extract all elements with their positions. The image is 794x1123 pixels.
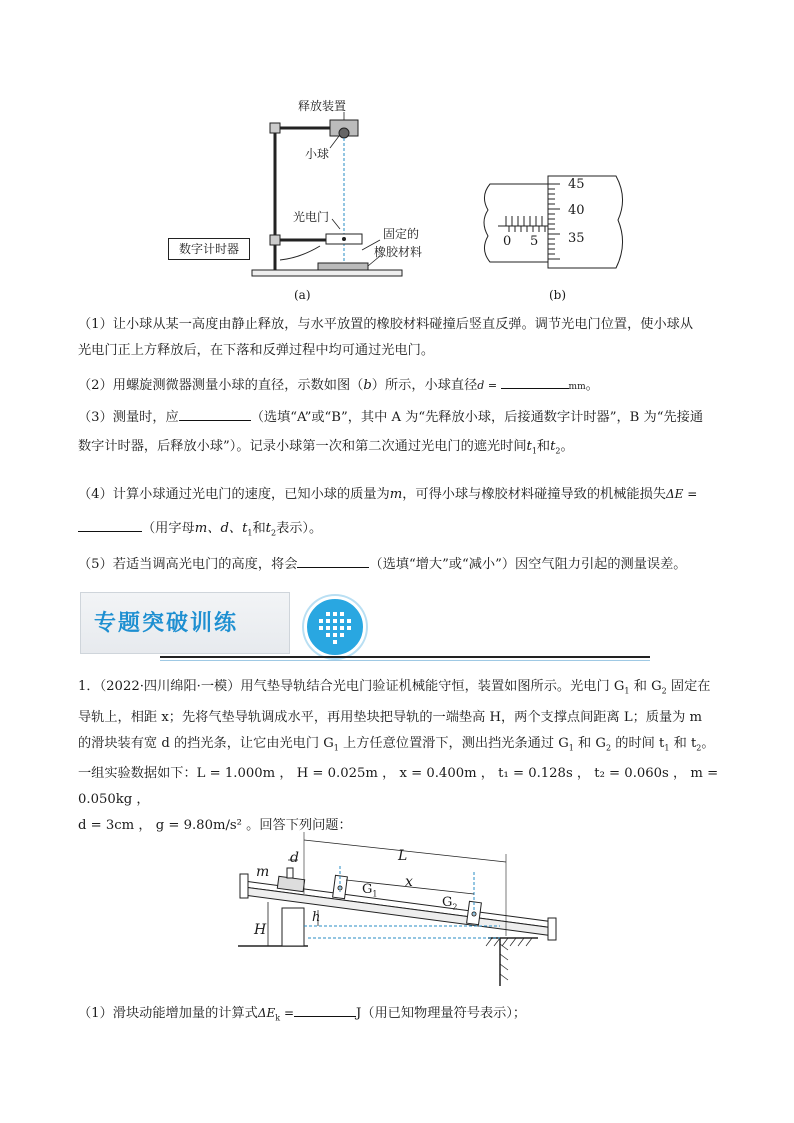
figure-a xyxy=(240,90,460,305)
sleeve-scale-5: 5 xyxy=(530,234,539,249)
problem-1-question-1 xyxy=(78,1000,728,1032)
figure-b-caption: (b) xyxy=(549,288,567,302)
q2-eq: = xyxy=(484,379,501,392)
sleeve-scale-0: 0 xyxy=(503,234,512,249)
question-1-line-2: 光电门正上方释放后，在下落和反弹过程中均可通过光电门。 xyxy=(78,343,435,358)
figure-a-caption: (a) xyxy=(294,288,311,302)
banner-title: 专题突破训练 xyxy=(94,611,239,636)
thimble-scale-45: 45 xyxy=(568,177,585,192)
question-2 xyxy=(78,373,728,400)
digital-timer-box xyxy=(168,238,250,260)
label-G1-text: G xyxy=(362,882,373,897)
q4-m: m xyxy=(389,487,403,502)
q3-line-2: 数字计时器，后释放小球”）。记录小球第一次和第二次通过光电门的遮光时间 xyxy=(78,439,527,454)
thimble-scale-40: 40 xyxy=(568,203,585,218)
p1q1-k-sub: k xyxy=(275,1013,281,1023)
question-1 xyxy=(78,312,728,364)
p1-line-3-end: 的时间 t xyxy=(611,735,665,751)
label-H: H xyxy=(254,922,267,938)
p1-line-3-stop: 。 xyxy=(701,735,715,751)
p1-line-1-mid: 和 G xyxy=(629,679,662,694)
q3-t1: t xyxy=(526,439,532,454)
label-d: d xyxy=(290,850,299,866)
question-3 xyxy=(78,405,728,465)
problem-1 xyxy=(78,674,728,839)
q3-text: （3）测量时，应 xyxy=(78,410,179,425)
p1-line-3-t1: 1 xyxy=(664,743,670,753)
q4-t2: t xyxy=(265,521,271,536)
question-5 xyxy=(78,552,728,578)
label-h: h xyxy=(312,910,321,925)
section-banner xyxy=(80,592,370,656)
q4-sub1: 1 xyxy=(247,528,253,538)
q4-answer-blank[interactable] xyxy=(78,517,142,532)
label-G2-text: G xyxy=(442,895,453,910)
q3-t2: t xyxy=(550,439,556,454)
q3-t1-sub: 1 xyxy=(531,446,537,456)
p1-line-1-end: 固定在 xyxy=(666,679,711,694)
q4-end: 表示）。 xyxy=(276,521,323,536)
ball-label: 小球 xyxy=(305,147,330,161)
q2-text-mid: ）所示，小球直径 xyxy=(371,378,478,393)
p1-line-3-g1b: 1 xyxy=(568,743,574,753)
p1-g1-sub: 1 xyxy=(624,686,630,696)
label-L: L xyxy=(398,848,408,864)
q4-letters: m、d、t xyxy=(194,521,248,536)
p1-line-1: 1．（2022·四川绵阳·一模）用气垫导轨结合光电门验证机械能守恒，装置如图所示。光电门 G xyxy=(78,679,625,694)
p1-line-3-g2: 2 xyxy=(605,743,612,753)
q3-and: 和 xyxy=(536,439,551,454)
p1-line-3-and: 和 G xyxy=(573,735,606,751)
release-device-label: 释放装置 xyxy=(298,99,347,113)
p1q1-eq: = xyxy=(280,1006,294,1020)
rubber-label-1: 固定的 xyxy=(383,227,420,241)
label-G1-sub: 1 xyxy=(372,889,378,899)
q3-t2-sub: 2 xyxy=(555,446,561,456)
p1q1-text: （1）滑块动能增加量的计算式 xyxy=(78,1006,258,1021)
q5-answer-blank[interactable] xyxy=(297,553,369,568)
banner-divider-accent xyxy=(160,660,650,661)
question-1-line-1: （1）让小球从某一高度由静止释放，与水平放置的橡胶材料碰撞后竖直反弹。调节光电门位置，使小球从 xyxy=(78,317,694,332)
label-G2 xyxy=(442,895,457,912)
question-4 xyxy=(78,481,728,547)
label-G2-sub: 2 xyxy=(452,902,458,912)
q4-text: （4）计算小球通过光电门的速度，已知小球的质量为 xyxy=(78,487,390,502)
p1q1-delta-ek: ΔE xyxy=(257,1006,276,1020)
digital-timer-label: 数字计时器 xyxy=(178,242,239,256)
q4-text-mid: ，可得小球与橡胶材料碰撞导致的机械能损失 xyxy=(402,487,666,502)
q4-eq: = xyxy=(683,487,698,501)
q2-fig-b: b xyxy=(363,378,372,393)
q2-end: 。 xyxy=(585,378,599,393)
p1-line-4: 一组实验数据如下：L = 1.000m ， H = 0.025m ， x = 0.400m ， t₁ = 0.128s ， t₂ = 0.060s ， m = 0.050kg ， xyxy=(78,766,719,808)
q2-text: （2）用螺旋测微器测量小球的直径，示数如图（ xyxy=(78,378,364,393)
q5-text: （5）若适当调高光电门的高度，将会 xyxy=(78,557,298,572)
q4-sub2: 2 xyxy=(270,528,277,538)
p1-g2-sub: 2 xyxy=(661,686,667,696)
label-m: m xyxy=(256,864,270,880)
p1-line-5: d = 3cm ， g = 9.80m/s² 。回答下列问题： xyxy=(78,818,352,834)
q3-answer-blank[interactable] xyxy=(179,406,251,421)
p1-line-3-mid: 上方任意位置滑下，测出挡光条通过 G xyxy=(338,735,569,751)
q2-unit: mm xyxy=(568,382,586,392)
rubber-label-2: 橡胶材料 xyxy=(374,245,423,259)
q5-end: （选填“增大”或“减小”）因空气阻力引起的测量误差。 xyxy=(369,557,687,572)
thimble-scale-35: 35 xyxy=(568,231,585,246)
p1q1-unit: J（用已知物理量符号表示）； xyxy=(356,1006,527,1021)
q3-text-mid: （选填“A”或“B”，其中 A 为“先释放小球，后接通数字计时器”，B 为“先接通 xyxy=(250,410,704,425)
q4-line-2: （用字母 xyxy=(142,521,195,536)
q4-and: 和 xyxy=(252,521,266,536)
q4-delta-e: ΔE xyxy=(665,487,684,501)
q2-answer-blank[interactable] xyxy=(501,374,569,389)
label-x: x xyxy=(405,874,413,890)
banner-grid-icon xyxy=(304,596,366,658)
q3-end: 。 xyxy=(560,439,574,454)
banner-divider xyxy=(160,656,650,658)
p1-line-3: 的滑块装有宽 d 的挡光条，让它由光电门 G xyxy=(78,735,334,751)
photogate-label: 光电门 xyxy=(293,210,330,224)
label-G1 xyxy=(362,882,377,899)
p1-line-3-t2: 2 xyxy=(696,743,702,753)
p1q1-answer-blank[interactable] xyxy=(294,1002,356,1017)
p1-line-3-and2: 和 t xyxy=(669,735,697,751)
p1-line-3-g1: 1 xyxy=(333,743,339,753)
figure-b-micrometer xyxy=(478,170,638,280)
p1-line-2: 导轨上，相距 x；先将气垫导轨调成水平，再用垫块把导轨的一端垫高 H，两个支撑点间距离 L；质量为 m xyxy=(78,709,703,725)
q2-d: d xyxy=(477,379,485,392)
